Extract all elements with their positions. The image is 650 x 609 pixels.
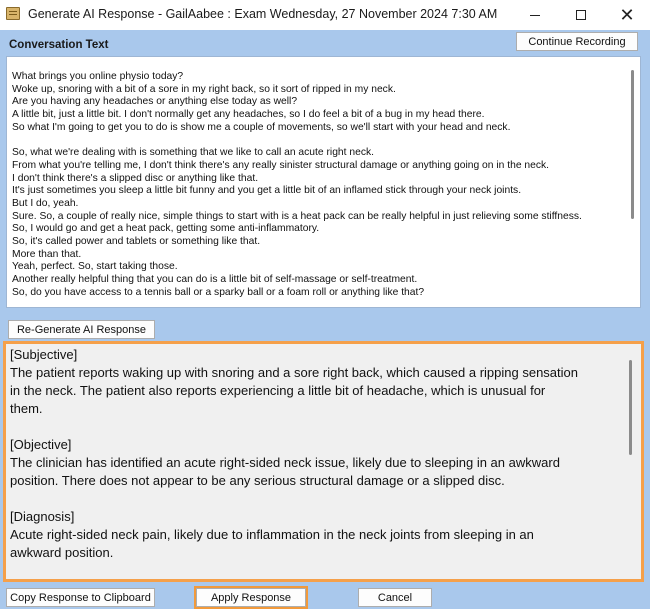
- maximize-button[interactable]: [558, 0, 604, 30]
- response-lines: [10, 346, 608, 562]
- conversation-lines: [12, 71, 622, 299]
- conversation-line: So, what we're dealing with is something that we like to call an acute right neck.: [12, 147, 374, 159]
- response-line: position. There does not appear to be any serious structural damage or a slipped disc.: [10, 473, 505, 488]
- maximize-icon: [576, 10, 586, 20]
- conversation-line: So, it's called power and tablets or something like that.: [12, 235, 261, 247]
- conversation-scrollbar[interactable]: [631, 70, 634, 219]
- conversation-line: [12, 134, 622, 147]
- response-line: [Subjective]: [10, 347, 78, 362]
- conversation-line: What brings you online physio today?: [12, 71, 184, 82]
- conversation-line: Woke up, snoring with a bit of a sore in my right back, so it sort of ripped in my neck.: [12, 83, 396, 95]
- conversation-line: Sure. So, a couple of really nice, simple things to start with is a heat pack can be really helpful in just relieving some stiffness.: [12, 210, 582, 222]
- close-icon: ✕: [619, 5, 635, 25]
- response-line: them.: [10, 401, 43, 416]
- conversation-line: Another really helpful thing that you can do is a little bit of self-massage or self-treatment.: [12, 274, 418, 285]
- conversation-text-label: Conversation Text: [9, 39, 109, 51]
- app-window-icon: [6, 7, 20, 20]
- conversation-line: It's just sometimes you sleep a little bit funny and you get a little bit of an inflamed stick through your neck joints.: [12, 185, 522, 197]
- response-line: [10, 418, 608, 436]
- response-scrollbar[interactable]: [629, 360, 632, 455]
- regenerate-response-button[interactable]: Re-Generate AI Response: [8, 320, 155, 339]
- apply-response-button[interactable]: Apply Response: [196, 588, 306, 607]
- conversation-line: More than that.: [12, 248, 82, 260]
- ai-response-textbox[interactable]: [3, 341, 644, 582]
- conversation-line: So, do you have access to a tennis ball or a sparky ball or a foam roll or anything like that?: [12, 286, 425, 298]
- title-bar: [0, 0, 650, 30]
- conversation-line: I don't think there's a slipped disc or anything like that.: [12, 172, 259, 184]
- response-line: The clinician has identified an acute right-sided neck issue, likely due to sleeping in an awkward: [10, 455, 560, 470]
- response-line: Acute right-sided neck pain, likely due to inflammation in the neck joints from sleeping in an: [10, 527, 534, 542]
- minimize-icon: [530, 15, 540, 16]
- conversation-textbox[interactable]: [6, 56, 641, 308]
- window-title: Generate AI Response - GailAabee : Exam Wednesday, 27 November 2024 7:30 AM: [28, 7, 498, 21]
- continue-recording-button[interactable]: Continue Recording: [516, 32, 638, 51]
- minimize-button[interactable]: [512, 0, 558, 30]
- dialog-client-area: [0, 30, 650, 609]
- response-line: [Objective]: [10, 437, 72, 452]
- conversation-line: Are you having any headaches or anything else today as well?: [12, 96, 298, 108]
- response-line: in the neck. The patient also reports experiencing a little bit of headache, which is unusual for: [10, 383, 546, 398]
- conversation-line: Yeah, perfect. So, start taking those.: [12, 261, 178, 273]
- response-line: The patient reports waking up with snoring and a sore right back, which caused a ripping sensation: [10, 365, 578, 380]
- close-button[interactable]: [604, 0, 650, 30]
- conversation-line: So what I'm going to get you to do is show me a couple of movements, so we'll start with your head and neck.: [12, 121, 511, 133]
- response-line: [10, 490, 608, 508]
- conversation-line: A little bit, just a little bit. I don't normally get any headaches, so I do feel a bit of a bug in my head there.: [12, 109, 485, 121]
- conversation-line: So, I would go and get a heat pack, getting some anti-inflammatory.: [12, 223, 320, 235]
- response-line: [Diagnosis]: [10, 509, 75, 524]
- conversation-line: From what you're telling me, I don't think there's any really sinister structural damage or anything going on in the neck.: [12, 159, 550, 171]
- conversation-line: But I do, yeah.: [12, 197, 79, 209]
- copy-response-button[interactable]: Copy Response to Clipboard: [6, 588, 155, 607]
- cancel-button[interactable]: Cancel: [358, 588, 432, 607]
- response-line: awkward position.: [10, 545, 114, 560]
